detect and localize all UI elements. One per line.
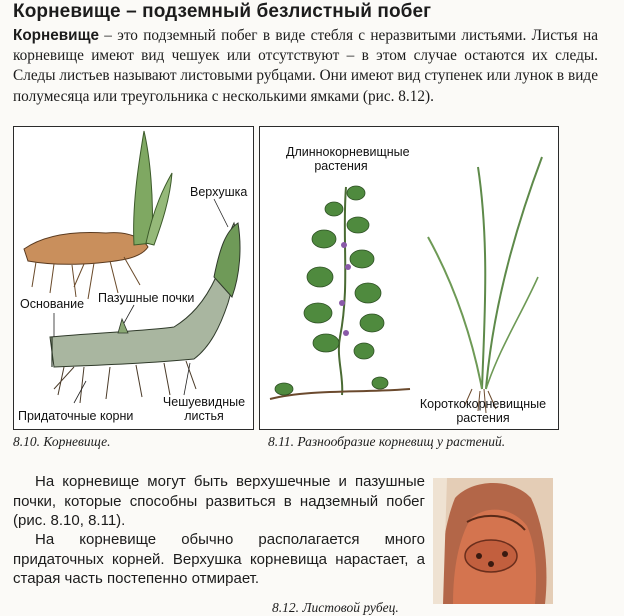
- intro-text: – это подземный побег в виде стебля с неразвитыми листьями. Листья на корневище имеют вид чешуек или отсутствуют – в этом случае остаются их следы. Следы листьев называют листовыми рубцами. Они имеют вид ступенек или лунок в виде полумесяца или треугольника с несколькими ямками (рис. 8.12).: [13, 27, 598, 105]
- caption-fig-8-10: 8.10. Корневище.: [13, 434, 111, 449]
- long-rhizome-plant: [270, 186, 410, 399]
- label-scale-leaves: Чешуевидные листья: [162, 395, 246, 423]
- label-long-rhizome: Длиннокорневищные растения: [286, 145, 410, 173]
- label-axillary-buds: Пазушные почки: [98, 291, 195, 305]
- intro-paragraph: [13, 26, 598, 107]
- short-rhizome-plant: [428, 157, 542, 413]
- term-rhizome: Корневище: [13, 27, 99, 44]
- rhizome-fragment-upper: [24, 131, 172, 299]
- body-paragraph-1: На корневище могут быть верхушечные и пазушные почки, которые способны развиться в надземный побег (рис. 8.10, 8.11).: [13, 473, 425, 529]
- leaf-scar-illustration: [433, 478, 553, 604]
- leaf-scar-photo: [433, 478, 553, 604]
- caption-fig-8-11: 8.11. Разнообразие корневищ у растений.: [268, 434, 506, 449]
- rhizome-illustration: [14, 127, 253, 429]
- label-adventitious-roots: Придаточные корни: [18, 409, 134, 423]
- label-top: Верхушка: [190, 185, 248, 199]
- section-heading: Корневище – подземный безлистный побег: [13, 1, 432, 22]
- figure-rhizome: [13, 126, 254, 430]
- figure-rhizome-variety: [259, 126, 559, 430]
- body-paragraph-2: На корневище обычно располагается много придаточных корней. Верхушка корневища нарастает, а старая часть постепенно отмирает.: [13, 531, 425, 587]
- caption-fig-8-12: 8.12. Листовой рубец.: [272, 600, 399, 615]
- label-short-rhizome: Короткокорневищные растения: [419, 397, 547, 425]
- label-base: Основание: [20, 297, 85, 311]
